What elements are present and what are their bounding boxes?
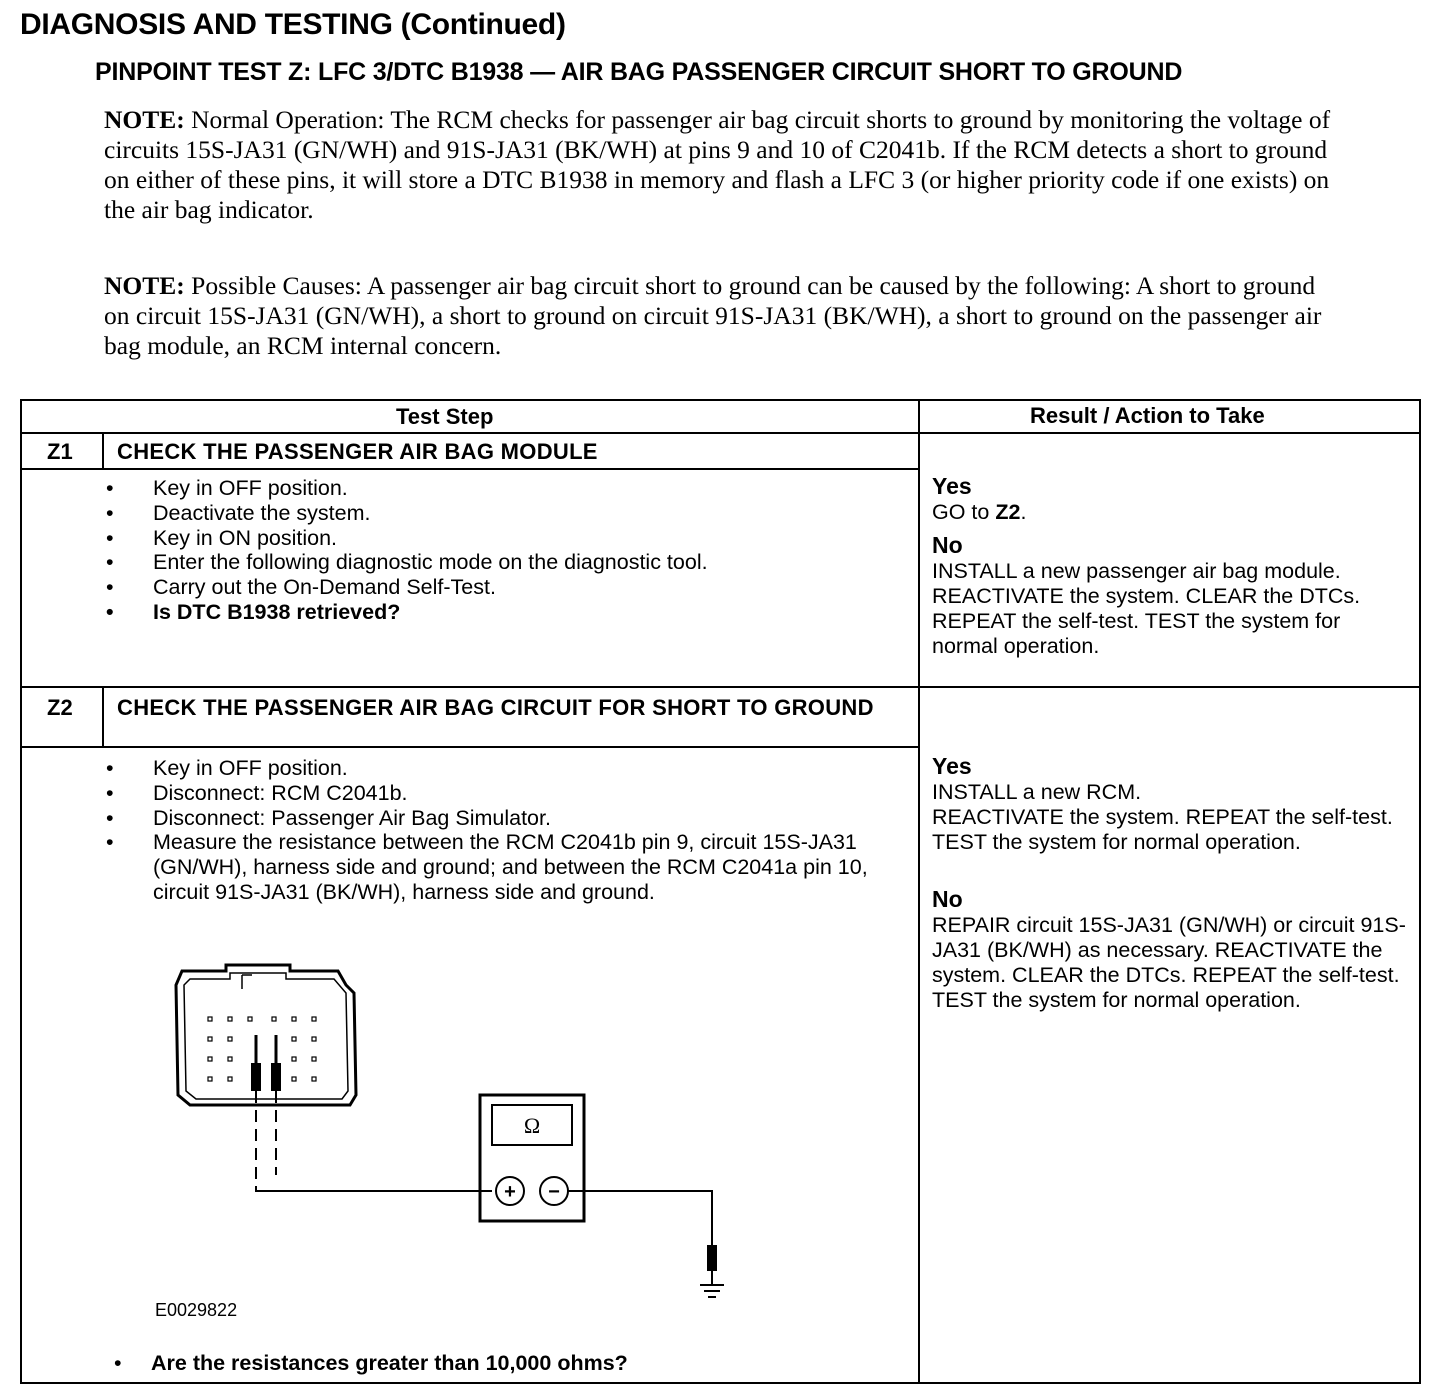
ground-probe [707,1245,717,1271]
connector-inner-outline [184,973,348,1099]
row-z2-id-divider [102,688,104,748]
list-item: • Disconnect: RCM C2041b. [106,781,886,806]
result-yes-label: Yes [932,473,972,499]
result-yes-label: Yes [932,753,972,779]
result-yes-end: . [1020,500,1027,524]
column-divider [918,399,920,1384]
note-label: NOTE: [104,271,185,300]
ground-symbol [700,1285,724,1297]
goto-step-link[interactable]: Z2 [995,500,1021,524]
note-possible-causes [104,271,1344,361]
positive-terminal-sign: + [504,1181,516,1203]
pinpoint-test-title: PINPOINT TEST Z: LFC 3/DTC B1938 — AIR BAG PASSENGER CIRCUIT SHORT TO GROUND [95,58,1183,86]
meter-probes [251,1035,281,1091]
row-z1-title-rule [20,468,919,470]
header-rule [20,432,1421,434]
row-z1-id-divider [102,433,104,469]
negative-terminal-sign: − [548,1181,560,1203]
note-text: Normal Operation: The RCM checks for passenger air bag circuit shorts to ground by monitoring the voltage of circuits 15S-JA31 (GN/WH) and 91S-JA31 (BK/WH) at pins 9 and 10 of C2041b. If the RCM detects a short to ground on either of these pins, it will store a DTC B1938 in memory and flash a LFC 3 (or higher priority code if one exists) on the air bag indicator. [104,105,1331,224]
list-item: • Enter the following diagnostic mode on the diagnostic tool. [106,550,896,575]
result-no-action: REPAIR circuit 15S-JA31 (GN/WH) or circuit 91S-JA31 (BK/WH) as necessary. REACTIVATE the system. CLEAR the DTCs. REPEAT the self-test. TEST the system for normal operation. [932,913,1406,1012]
question-text: Are the resistances greater than 10,000 ohms? [151,1351,628,1375]
list-item: • Measure the resistance between the RCM C2041b pin 9, circuit 15S-JA31 (GN/WH), harness side and ground; and between the RCM C2041a pin 10, circuit 91S-JA31 (BK/WH), harness side and ground. [106,830,886,904]
connector-ohmmeter-diagram [160,955,760,1315]
column-header-result: Result / Action to Take [1030,403,1265,428]
list-item: • Key in OFF position. [106,476,896,501]
result-yes-action-2: REACTIVATE the system. REPEAT the self-test. TEST the system for normal operation. [932,805,1393,854]
list-item: • Key in ON position. [106,526,896,551]
ohm-symbol: Ω [523,1113,541,1138]
step-id: Z2 [47,695,73,720]
result-no-label: No [932,886,963,912]
figure-code: E0029822 [155,1300,238,1320]
step-id: Z1 [47,439,73,464]
bullet: • [114,1351,122,1375]
column-header-test-step: Test Step [396,404,494,429]
note-text: Possible Causes: A passenger air bag circuit short to ground can be caused by the following: A short to ground on circuit 15S-JA31 (GN/WH), a short to ground on circuit 91S-JA31 (BK/WH), a short to ground on the passenger air bag module, an RCM internal concern. [104,271,1322,360]
result-no-action: INSTALL a new passenger air bag module. REACTIVATE the system. CLEAR the DTCs. REPEAT the self-test. TEST the system for normal operation. [932,559,1361,658]
result-no-label: No [932,532,963,558]
row-divider [20,686,1421,688]
step-title: CHECK THE PASSENGER AIR BAG MODULE [117,439,598,464]
step-question: • Is DTC B1938 retrieved? [106,600,896,625]
step-z2-instructions [106,756,886,905]
step-z2-result [932,752,1412,1013]
note-normal-operation [104,105,1344,225]
step-title: CHECK THE PASSENGER AIR BAG CIRCUIT FOR SHORT TO GROUND [117,695,874,720]
result-yes-action: INSTALL a new RCM. [932,780,1142,804]
row-z2-title-rule [20,746,919,748]
list-item: • Carry out the On-Demand Self-Test. [106,575,896,600]
connector-latch [242,975,252,989]
result-yes-action [932,500,1402,525]
ground-lead [568,1191,712,1245]
list-item: • Key in OFF position. [106,756,886,781]
list-item: • Disconnect: Passenger Air Bag Simulator. [106,806,886,831]
connector-pins [208,1017,316,1081]
connector-outline [176,965,356,1105]
step-z1-instructions [106,476,896,625]
note-label: NOTE: [104,105,185,134]
result-yes-text: GO to [932,500,990,524]
step-z1-result [932,472,1402,659]
step-question [114,1351,628,1376]
list-item: • Deactivate the system. [106,501,896,526]
page-title: DIAGNOSIS AND TESTING (Continued) [20,8,566,41]
